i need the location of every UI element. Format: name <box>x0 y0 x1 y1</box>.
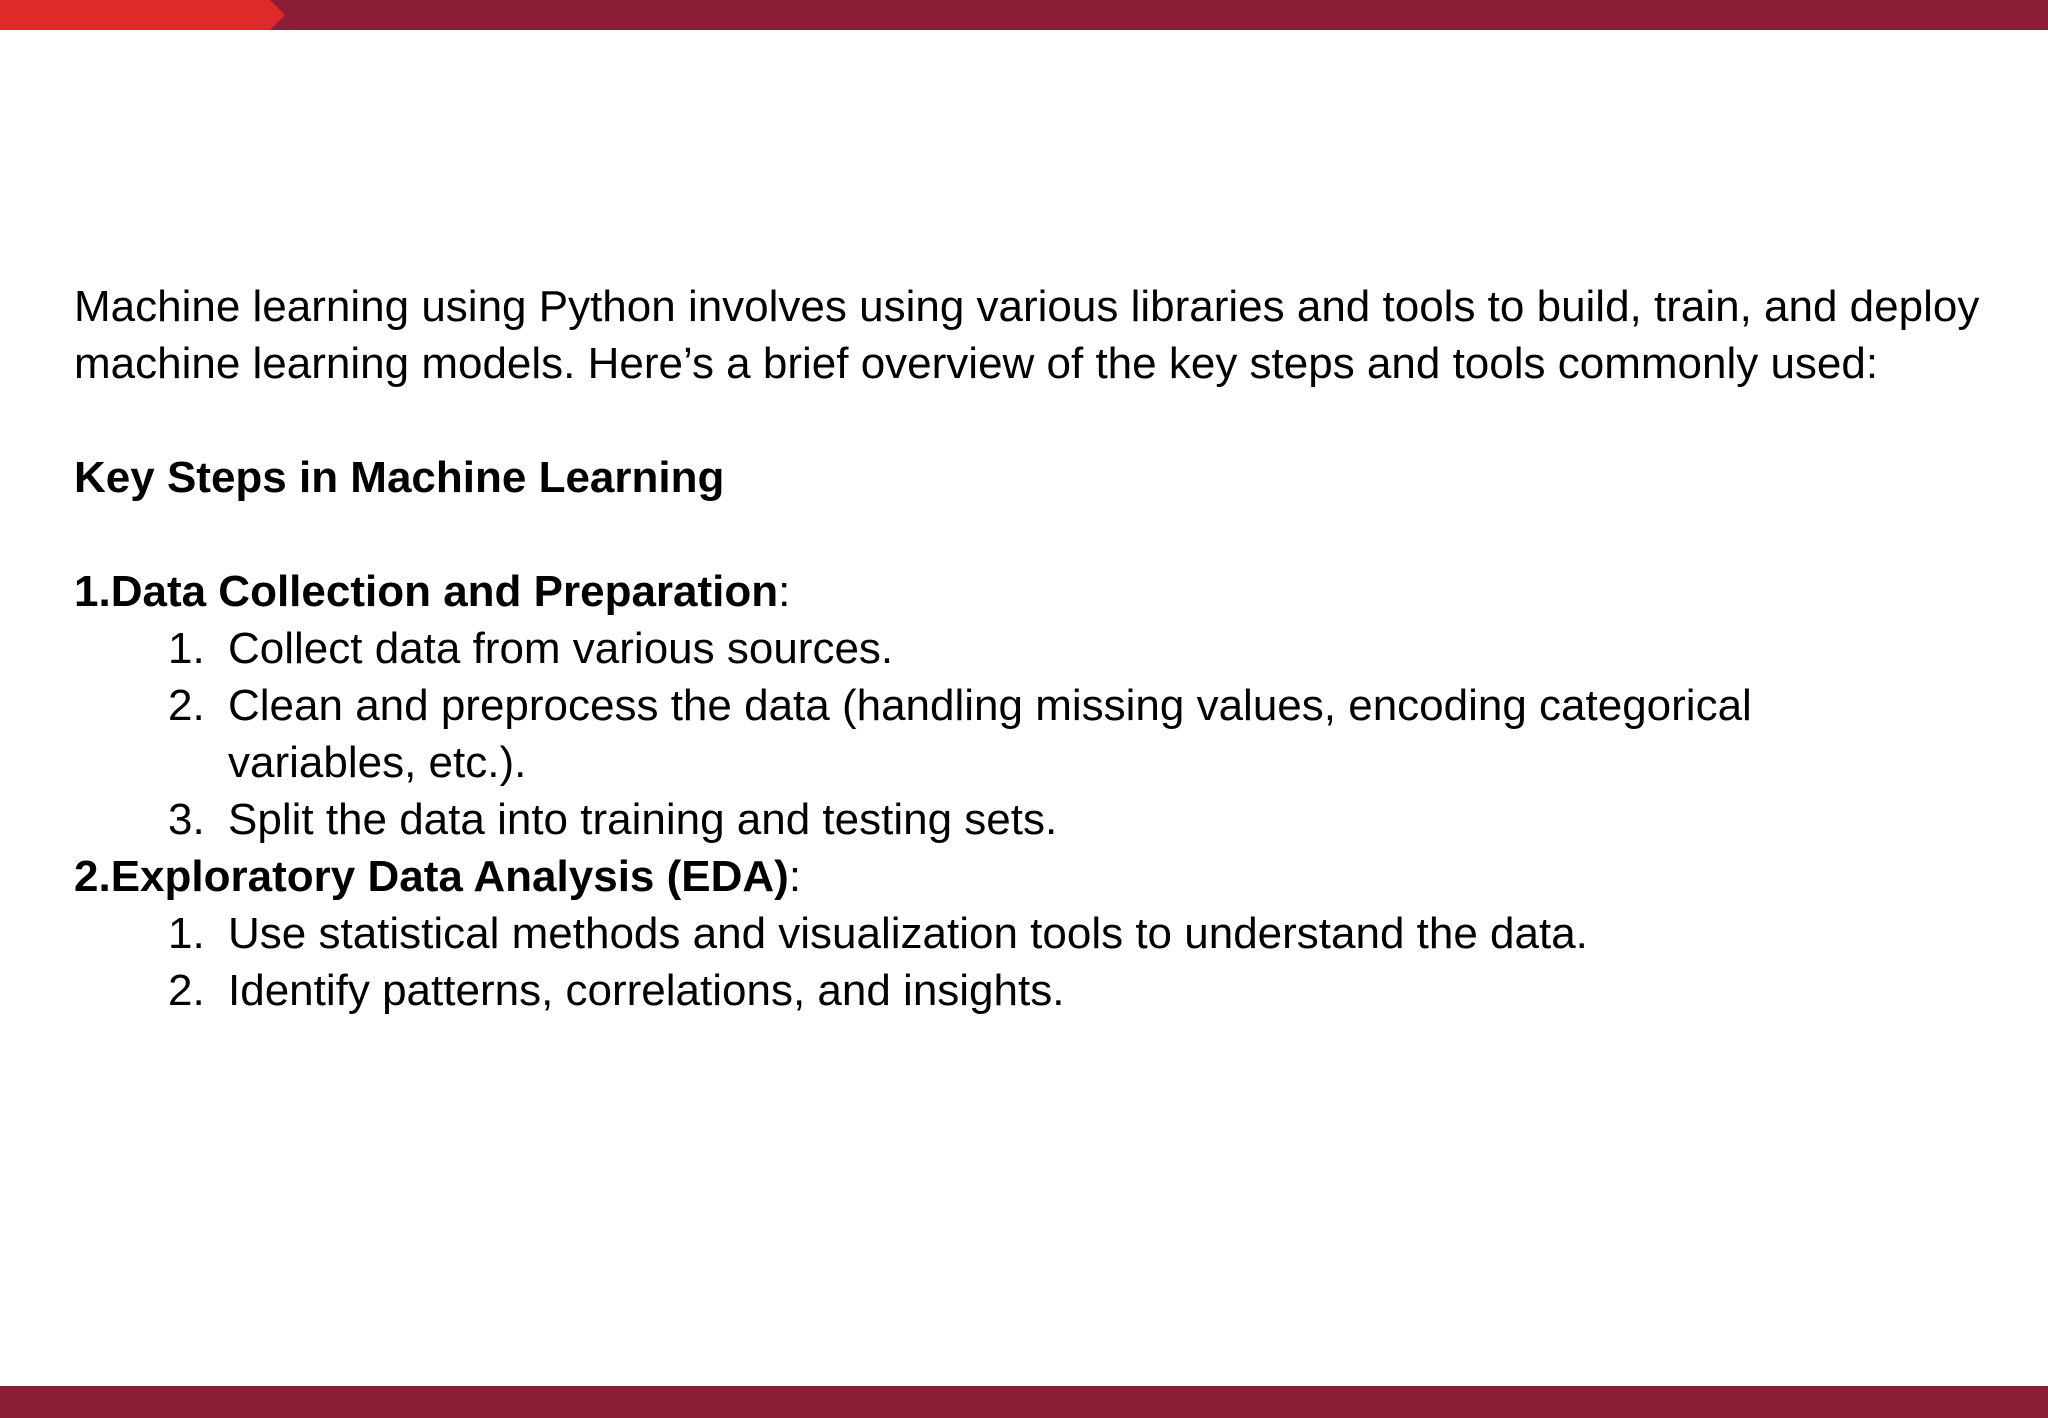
top-banner-bar <box>0 0 2048 30</box>
step-number: 1. <box>74 567 111 616</box>
list-item-number: 1. <box>168 909 205 958</box>
list-item-number: 2. <box>168 681 205 730</box>
sub-step-list <box>74 905 1994 1019</box>
intro-paragraph: Machine learning using Python involves using various libraries and tools to build, train, and deploy machine learning models. Here’s a brief overview of the key steps and tools commonly used: <box>74 282 1980 388</box>
list-item <box>74 905 1994 962</box>
step-title-text: Exploratory Data Analysis (EDA) <box>110 852 789 901</box>
list-item-text: Collect data from various sources. <box>228 624 894 673</box>
top-banner-accent <box>0 0 285 30</box>
step-title-suffix: : <box>778 567 791 616</box>
list-item <box>74 962 1994 1019</box>
sub-step-list <box>74 620 1994 848</box>
step-title <box>74 563 1994 620</box>
list-item-text: Identify patterns, correlations, and insights. <box>228 966 1065 1015</box>
slide-content <box>74 278 1994 1019</box>
list-item-text: Use statistical methods and visualization tools to understand the data. <box>228 909 1588 958</box>
step-title-suffix: : <box>788 852 802 901</box>
list-item-number: 2. <box>168 966 205 1015</box>
section-heading: Key Steps in Machine Learning <box>74 453 725 502</box>
list-item-number: 1. <box>168 624 205 673</box>
list-item <box>74 791 1994 848</box>
step-number: 2. <box>74 852 111 901</box>
list-item-text: Clean and preprocess the data (handling missing values, encoding categorical variables, etc.). <box>228 681 1752 787</box>
step-title-text: Data Collection and Preparation <box>110 567 779 616</box>
list-item-text: Split the data into training and testing sets. <box>228 795 1058 844</box>
list-item <box>74 620 1994 677</box>
steps-list <box>74 563 1994 1019</box>
list-item <box>74 677 1994 791</box>
bottom-banner-bar <box>0 1386 2048 1418</box>
step-title <box>74 848 1994 905</box>
list-item-number: 3. <box>168 795 205 844</box>
